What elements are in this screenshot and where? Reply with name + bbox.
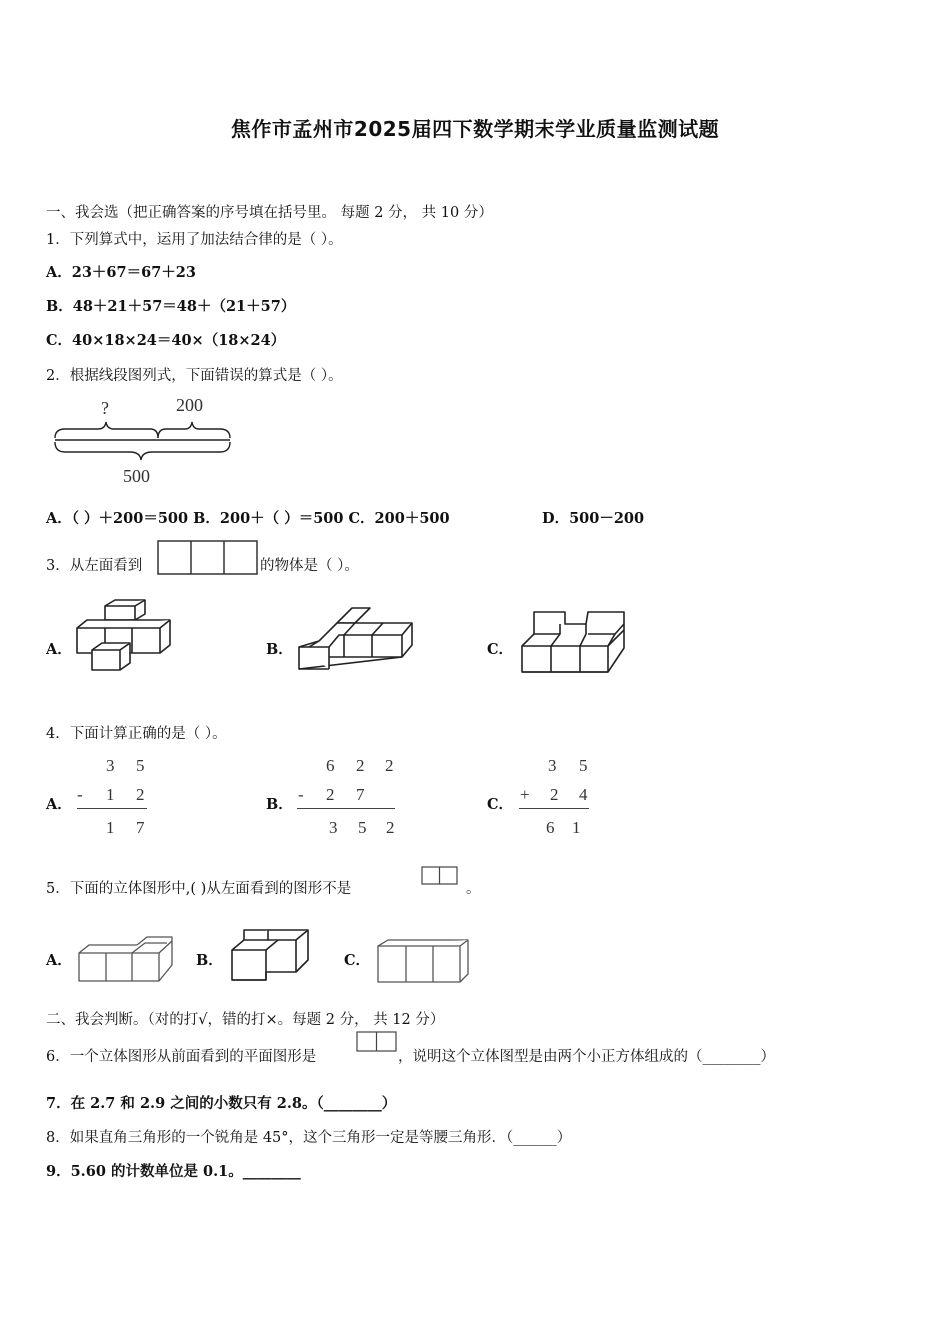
q3-option-a-figure bbox=[75, 598, 175, 674]
q8-text: 8．如果直角三角形的一个锐角是 45°，这个三角形一定是等腰三角形．（______） bbox=[46, 1130, 572, 1146]
q3-option-a-label: A． bbox=[46, 641, 72, 658]
q4-b-res-digit-2: 5 bbox=[358, 818, 367, 837]
q1-option-a: A．23＋67＝67＋23 bbox=[46, 264, 196, 281]
q4-b-rule bbox=[297, 808, 395, 809]
q1-option-b: B．48＋21＋57＝48＋（21＋57） bbox=[46, 298, 296, 315]
q5-option-b-figure bbox=[230, 928, 316, 984]
q2-option-d: D．500－200 bbox=[542, 510, 645, 527]
q4-a-rule bbox=[77, 808, 147, 809]
q3-stem-start: 3．从左面看到 bbox=[46, 558, 143, 574]
q4-c-top-digit-1: 3 bbox=[548, 756, 557, 775]
q4-c-mid-digit-1: 2 bbox=[550, 785, 559, 804]
q4-b-res-digit-3: 2 bbox=[386, 818, 395, 837]
q3-option-b-label: B． bbox=[266, 641, 293, 658]
page-title: 焦作市孟州市2025届四下数学期末学业质量监测试题 bbox=[230, 117, 720, 141]
diagram-part-label: 200 bbox=[176, 395, 203, 415]
q3-stem-end: 的物体是（ ）。 bbox=[260, 558, 359, 574]
q4-a-top-digit-1: 3 bbox=[106, 756, 115, 775]
q6-stem-end: ，说明这个立体图型是由两个小正方体组成的（________） bbox=[398, 1049, 775, 1065]
q5-option-b-label: B． bbox=[196, 952, 223, 969]
q5-stem-end: 。 bbox=[466, 881, 481, 897]
q4-b-mid-digit-2: 7 bbox=[356, 785, 365, 804]
q4-c-res-digit-1: 6 bbox=[546, 818, 555, 837]
q4-c-top-digit-2: 5 bbox=[579, 756, 588, 775]
diagram-unknown-label: ? bbox=[101, 398, 109, 418]
q4-b-top-digit-2: 2 bbox=[356, 756, 365, 775]
q5-option-a-figure bbox=[77, 935, 175, 985]
q5-option-a-label: A． bbox=[46, 952, 72, 969]
q1-option-c: C．40×18×24＝40×（18×24） bbox=[46, 332, 286, 349]
q6-stem-start: 6．一个立体图形从前面看到的平面图形是 bbox=[46, 1049, 317, 1065]
q4-c-rule bbox=[519, 808, 589, 809]
q4-a-mid-digit-1: 1 bbox=[106, 785, 115, 804]
q4-c-operator: + bbox=[520, 785, 530, 804]
section-1-heading: 一、我会选（把正确答案的序号填在括号里。 每题 2 分， 共 10 分） bbox=[46, 205, 493, 221]
q5-view-two-squares bbox=[421, 866, 459, 886]
q4-b-operator: - bbox=[298, 785, 304, 804]
q4-option-c-label: C． bbox=[487, 796, 514, 813]
diagram-total-label: 500 bbox=[123, 466, 150, 486]
q4-b-mid-digit-1: 2 bbox=[326, 785, 335, 804]
q4-b-top-digit-3: 2 bbox=[385, 756, 394, 775]
q1-stem: 1．下列算式中，运用了加法结合律的是（ ）。 bbox=[46, 232, 343, 248]
q4-a-mid-digit-2: 2 bbox=[136, 785, 145, 804]
q6-view-two-squares bbox=[356, 1031, 398, 1053]
q4-c-res-digit-2: 1 bbox=[572, 818, 581, 837]
q7-text: 7．在 2.7 和 2.9 之间的小数只有 2.8。（________） bbox=[46, 1095, 397, 1112]
q4-b-res-digit-1: 3 bbox=[329, 818, 338, 837]
q4-option-a-label: A． bbox=[46, 796, 72, 813]
q4-option-b-label: B． bbox=[266, 796, 293, 813]
q4-b-top-digit-1: 6 bbox=[326, 756, 335, 775]
q5-option-c-label: C． bbox=[344, 952, 371, 969]
q4-a-operator: - bbox=[77, 785, 83, 804]
q4-c-mid-digit-2: 4 bbox=[579, 785, 588, 804]
q3-option-b-figure bbox=[297, 605, 417, 671]
q4-a-res-digit-2: 7 bbox=[136, 818, 145, 837]
q2-stem: 2．根据线段图列式，下面错误的算式是（ ）。 bbox=[46, 368, 343, 384]
q5-stem-start: 5．下面的立体图形中,( )从左面看到的图形不是 bbox=[46, 881, 352, 897]
q4-stem: 4．下面计算正确的是（ ）。 bbox=[46, 726, 227, 742]
q4-a-top-digit-2: 5 bbox=[136, 756, 145, 775]
q4-a-res-digit-1: 1 bbox=[106, 818, 115, 837]
q2-options-abc: A．（ ）＋200＝500 B．200＋（ ）＝500 C．200＋500 bbox=[46, 510, 450, 527]
q3-view-three-squares bbox=[157, 540, 259, 576]
q5-option-c-figure bbox=[376, 938, 472, 986]
q3-option-c-label: C． bbox=[487, 641, 514, 658]
q3-option-c-figure bbox=[520, 610, 630, 676]
q9-text: 9．5.60 的计数单位是 0.1。________ bbox=[46, 1163, 301, 1180]
section-2-heading: 二、我会判断。（对的打√，错的打×。每题 2 分， 共 12 分） bbox=[46, 1012, 445, 1028]
